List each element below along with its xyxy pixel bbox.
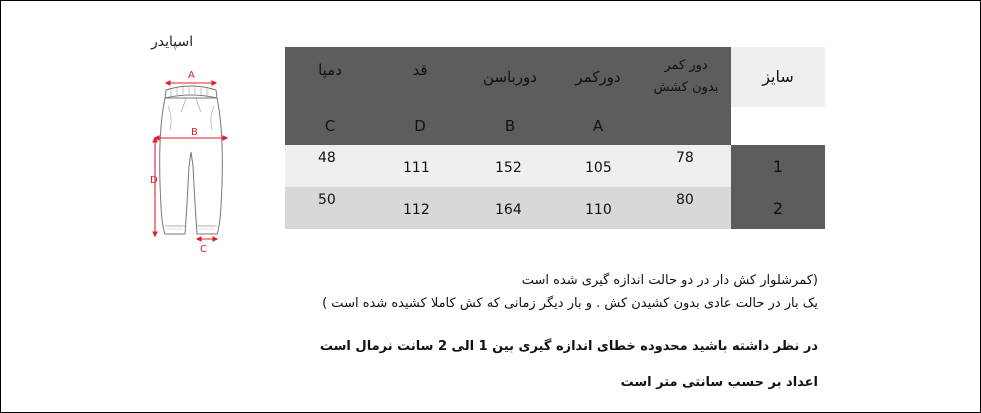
code-waist-unstretched: [641, 107, 731, 145]
code-waist: A: [555, 107, 641, 145]
row1-size: 1: [731, 145, 825, 187]
row1-hip: 152: [495, 160, 522, 176]
row2-waist-unstretched: 80: [676, 192, 694, 208]
header-hem: دمپا: [285, 47, 375, 107]
note-line-1: (کمرشلوار کش دار در دو حالت اندازه گیری شده است: [521, 273, 818, 288]
label-a: A: [188, 70, 195, 81]
label-c: C: [200, 244, 207, 255]
label-d: D: [150, 175, 158, 186]
row1-hem: 48: [318, 150, 336, 166]
row2-length: 112: [403, 202, 430, 218]
row1-waist: 105: [585, 160, 612, 176]
code-size: [731, 107, 825, 145]
code-hem: C: [285, 107, 375, 145]
size-table: [285, 47, 825, 229]
header-hip: دورباسن: [465, 47, 555, 107]
row2-waist: 110: [585, 202, 612, 218]
header-waist: دورکمر: [555, 47, 641, 107]
header-size: سایز: [731, 47, 825, 107]
row1-waist-unstretched: 78: [676, 150, 694, 166]
row2-hip: 164: [495, 202, 522, 218]
header-waist-unstretched: دور کمر بدون کشش: [641, 47, 731, 107]
code-length: D: [375, 107, 465, 145]
note-line-2: یک بار در حالت عادی بدون کشیدن کش . و بار دیگر زمانی که کش کاملا کشیده شده است ): [322, 296, 818, 311]
code-hip: B: [465, 107, 555, 145]
note-line-3: در نظر داشته باشید محدوده خطای اندازه گیری بین 1 الی 2 سانت نرمال است: [319, 339, 818, 354]
row1-length: 111: [403, 160, 430, 176]
row2-hem: 50: [318, 192, 336, 208]
note-line-4: اعداد بر حسب سانتی متر است: [620, 375, 818, 390]
header-length: قد: [375, 47, 465, 107]
product-name: اسپایدر: [151, 34, 194, 50]
row2-size: 2: [731, 187, 825, 229]
label-b: B: [191, 127, 198, 138]
pants-diagram: [141, 56, 241, 256]
